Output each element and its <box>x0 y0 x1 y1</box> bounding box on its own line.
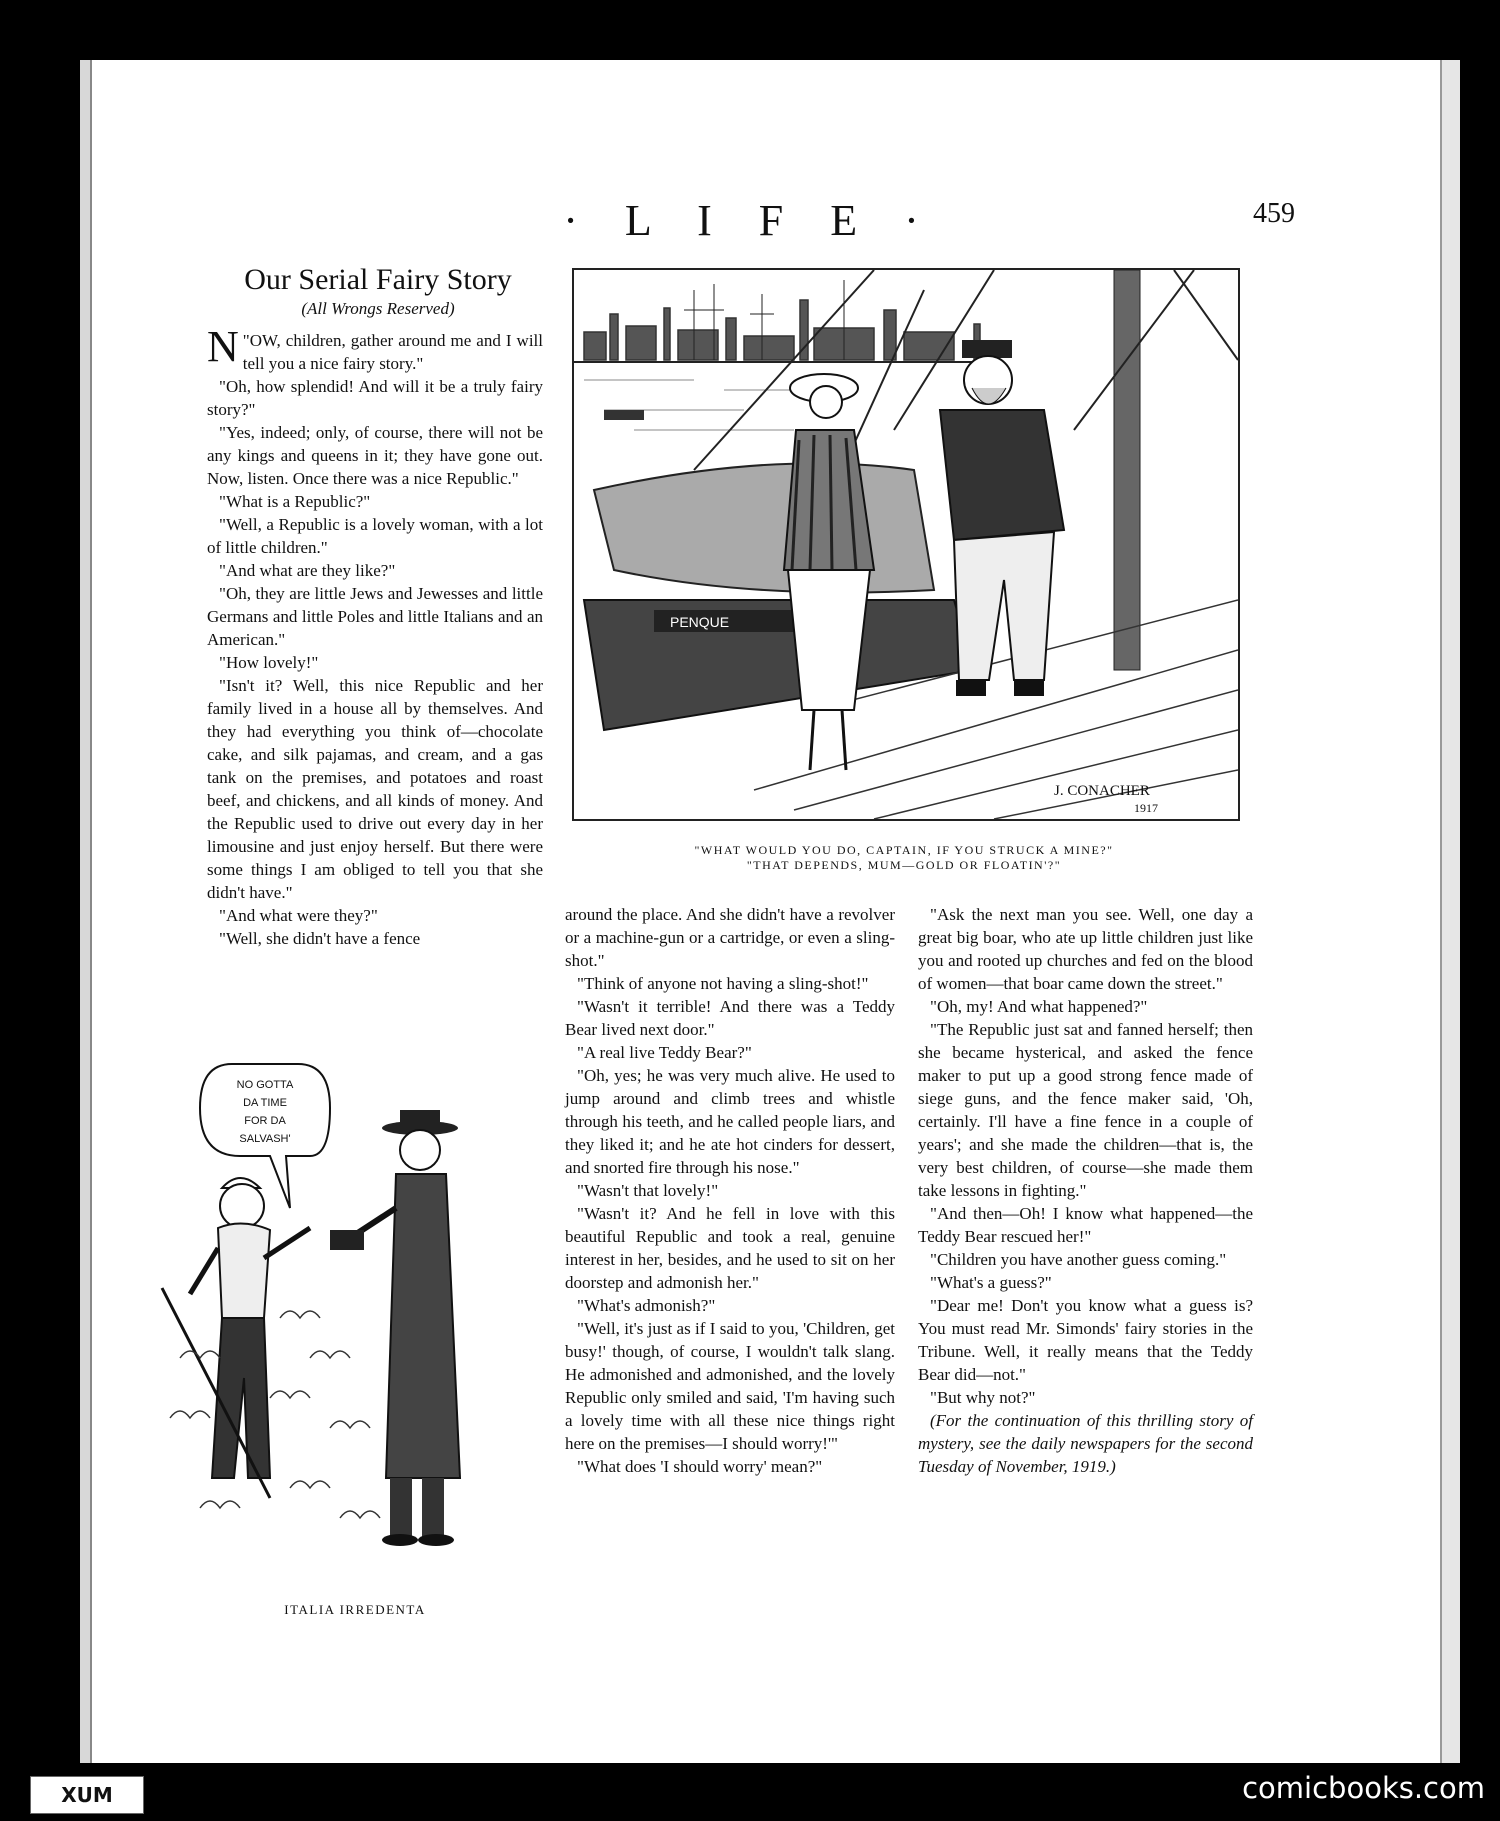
harbor-cartoon-caption <box>572 843 1236 873</box>
story-paragraph: "What's admonish?" <box>577 1296 716 1315</box>
story-paragraph: "Well, she didn't have a fence <box>219 929 421 948</box>
caption-line: "THAT DEPENDS, MUM—GOLD OR FLOATIN'?" <box>746 858 1062 872</box>
boat-name: PENQUE <box>670 614 730 630</box>
story-closing-note: (For the continuation of this thrilling story of mystery, see the daily newspapers for the second Tuesday of November, 1919.) <box>918 1411 1253 1476</box>
story-paragraph: "A real live Teddy Bear?" <box>577 1043 752 1062</box>
story-paragraph: "Yes, indeed; only, of course, there will not be any kings and queens in it; they have gone out. Now, listen. Once there was a nice Republic." <box>207 423 543 488</box>
svg-text:NO GOTTA: NO GOTTA <box>236 1079 294 1091</box>
story-paragraph: "Oh, my! And what happened?" <box>930 997 1148 1016</box>
story-paragraph: "And what are they like?" <box>219 561 396 580</box>
story-paragraph: "And then—Oh! I know what happened—the Teddy Bear rescued her!" <box>918 1204 1253 1246</box>
drop-cap: " N <box>207 322 250 371</box>
story-column-3 <box>918 903 1253 1478</box>
story-paragraph: "Wasn't it? And he fell in love with this beautiful Republic and took a real, genuine interest in her, besides, and he used to sit on her doorstep and admonish her." <box>565 1204 895 1292</box>
story-title: Our Serial Fairy Story <box>244 263 512 296</box>
story-paragraph: "Isn't it? Well, this nice Republic and her family lived in a house all by themselves. And they had everything you think of—chocolate cake, and silk pajamas, and cream, and a gas tank on the premises, and potatoes and roast beef, and chickens, and all kinds of money. And the Republic used to drive out every day in her limousine and just enjoy herself. But there were some things I am obliged to tell you that she didn't have." <box>207 676 543 902</box>
story-paragraph: "Children you have another guess coming." <box>930 1250 1227 1269</box>
story-paragraph: "What is a Republic?" <box>219 492 371 511</box>
story-opening-paragraph: OW, children, gather around me and I will tell you a nice fairy story." <box>242 331 543 373</box>
page-edge <box>1440 60 1460 1763</box>
story-paragraph: "Think of anyone not having a sling-shot!" <box>577 974 869 993</box>
svg-text:FOR DA: FOR DA <box>244 1115 286 1127</box>
artist-signature-year: 1917 <box>1134 801 1158 815</box>
watermark: comicbooks.com <box>1242 1771 1485 1805</box>
artist-signature: J. CONACHER <box>1054 783 1150 799</box>
story-paragraph: "What does 'I should worry' mean?" <box>577 1457 823 1476</box>
story-column-1 <box>207 322 543 950</box>
masthead: · L I F E · <box>563 196 937 245</box>
source-badge: XUM <box>30 1776 144 1814</box>
story-paragraph: "Oh, yes; he was very much alive. He used to jump around and climb trees and whistle through his teeth, and he called people liars, and they liked it; and he ate hot cinders for dessert, and snorted fire through his nose." <box>565 1066 895 1177</box>
italia-illustration <box>160 1058 550 1598</box>
story-paragraph: "Wasn't that lovely!" <box>577 1181 719 1200</box>
story-paragraph: "How lovely!" <box>219 653 319 672</box>
story-paragraph: around the place. And she didn't have a revolver or a machine-gun or a cartridge, or even a sling-shot." <box>565 905 895 970</box>
page-number: 459 <box>1253 198 1295 229</box>
page-spine <box>80 60 92 1763</box>
laborer-figure <box>162 1178 310 1498</box>
story-paragraph: "Oh, they are little Jews and Jewesses and little Germans and little Poles and little Italians and an American." <box>207 584 543 649</box>
story-paragraph: "Dear me! Don't you know what a guess is? You must read Mr. Simonds' fairy stories in the Tribune. Well, it really means that the Teddy Bear did—not." <box>918 1296 1253 1384</box>
story-paragraph: "Ask the next man you see. Well, one day a great big boar, who ate up little children just like you and rooted up churches and fed on the blood of women—that boar came down the street." <box>918 905 1253 993</box>
svg-text:SALVASH': SALVASH' <box>239 1133 291 1145</box>
story-paragraph: "What's a guess?" <box>930 1273 1052 1292</box>
story-subtitle: (All Wrongs Reserved) <box>301 299 455 318</box>
story-paragraph: "Well, a Republic is a lovely woman, with a lot of little children." <box>207 515 543 557</box>
priest-figure <box>330 1110 460 1546</box>
caption-line: "WHAT WOULD YOU DO, CAPTAIN, IF YOU STRUCK A MINE?" <box>694 843 1114 857</box>
main-mast <box>1114 270 1140 670</box>
sail <box>594 463 934 592</box>
story-paragraph: "The Republic just sat and fanned herself; then she became hysterical, and asked the fence maker to put up a good strong fence made of siege guns, and the fence maker said, 'Oh, certainly. I'll have a fine fence in a couple of years'; and she made the children—that is, the very best children, of course—she made them take lessons in fighting." <box>918 1020 1253 1200</box>
story-column-2 <box>565 903 895 1478</box>
story-paragraph: "But why not?" <box>930 1388 1036 1407</box>
harbor-illustration <box>574 270 1238 819</box>
story-paragraph: "Wasn't it terrible! And there was a Teddy Bear lived next door." <box>565 997 895 1039</box>
harbor-cartoon <box>572 268 1240 821</box>
italia-cartoon-caption: ITALIA IRREDENTA <box>284 1602 426 1617</box>
garden-plants <box>170 1311 380 1518</box>
story-paragraph: "Oh, how splendid! And will it be a truly fairy story?" <box>207 377 543 419</box>
story-paragraph: "Well, it's just as if I said to you, 'Children, get busy!' though, of course, I wouldn't talk slang. He admonished and admonished, and the lovely Republic only smiled and said, 'I'm having such a lovely time with all these nice things right here on the premises—I should worry!'" <box>565 1319 895 1453</box>
svg-text:DA TIME: DA TIME <box>243 1097 287 1109</box>
italia-cartoon <box>160 1058 550 1598</box>
story-paragraph: "And what were they?" <box>219 906 378 925</box>
